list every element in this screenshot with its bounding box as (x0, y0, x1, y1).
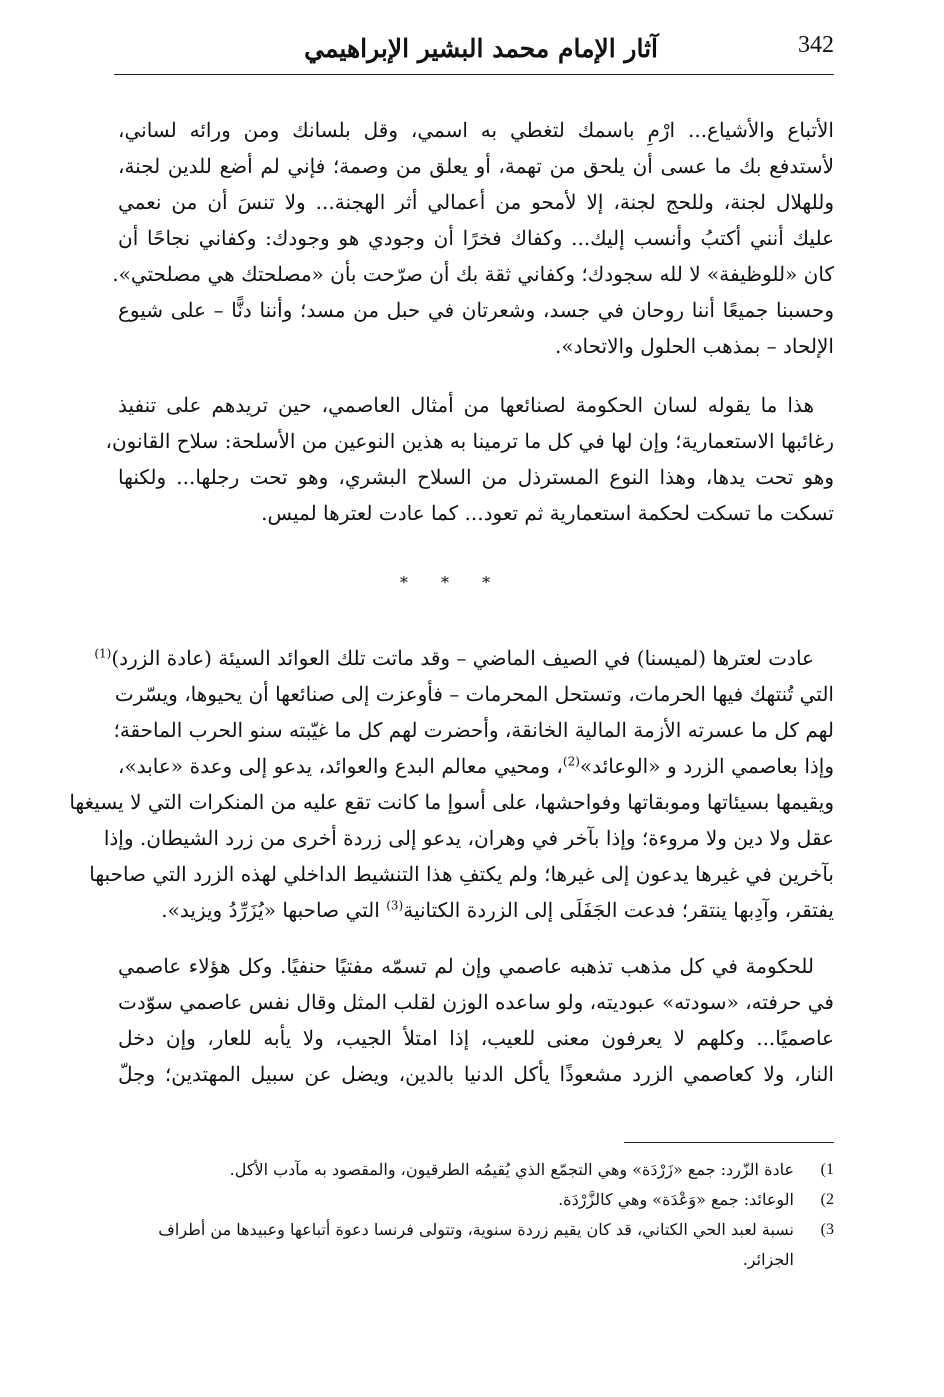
line-text: ، ومحيي معالم البدع والعوائد، يدعو إلى وعدة «عابد»، (118, 754, 563, 778)
footnote-ref-1: (1) (94, 646, 112, 661)
text-line: الإلحاد – بمذهب الحلول والاتحاد». (555, 334, 834, 358)
footnote-number: 3) (820, 1221, 834, 1238)
footnote-number: 2) (820, 1191, 834, 1208)
text-line: عاصميًا... وكلهم لا يعرفون معنى للعيب، إذا امتلأ الجيب، ولا يأبه للعار، وإن دخل (118, 1026, 834, 1050)
footnote-ref-2: (2) (562, 754, 580, 769)
text-line: للحكومة في كل مذهب تذهبه عاصمي وإن لم تسمّه مفتيًا حنفيًا. وكل هؤلاء عاصمي (118, 954, 814, 978)
text-line: رغائبها الاستعمارية؛ وإن لها في كل ما ترمينا به هذين النوعين من الأسلحة: سلاح القانون، (105, 429, 834, 453)
text-line: بآخرين في غيرها يدعون إلى غيرها؛ ولم يكتفِ هذا التنشيط الداخلي لهذه الزرد التي صاحبها (89, 862, 834, 886)
footnote-1 (118, 1156, 834, 1184)
text-line (118, 748, 834, 784)
footnote-rule (624, 1142, 834, 1143)
text-line (94, 640, 834, 676)
text-line: النار، ولا كعاصمي الزرد مشعوذًا يأكل الدنيا بالدين، ويضل عن سبيل المهتدين؛ وجلّ (118, 1062, 834, 1086)
text-line: التي تُنتهك فيها الحرمات، وتستحل المحرمات – فأوعزت إلى صنائعها أن يحيوها، ويسّرت (114, 682, 834, 706)
page-header (114, 30, 834, 76)
text-line: هذا ما يقوله لسان الحكومة لصنائعها من أمثال العاصمي، حين تريدهم على تنفيذ (118, 393, 814, 417)
section-separator: * * * (399, 573, 505, 592)
text-line: في حرفته، «سودته» عبوديته، ولو ساعده الوزن لقلب المثل وقال نفس عاصمي سوّدت (118, 990, 834, 1014)
page-number: 342 (798, 32, 834, 58)
text-line: وحسبنا جميعًا أننا روحان في جسد، وشعرتان في حبل من مسد؛ وأننا دنًّا – على شيوع (118, 298, 834, 322)
text-line: ويقيمها بسيئاتها وموبقاتها وفواحشها، على أسوإ ما كانت تقع عليه من المنكرات التي لا يسيغها (69, 790, 834, 814)
line-text: التي صاحبها «يُزَرِّدُ ويزيد». (161, 898, 387, 922)
footnote-2 (118, 1186, 834, 1214)
running-title: آثار الإمام محمد البشير الإبراهيمي (304, 34, 658, 63)
footnote-text: عادة الزّرد: جمع «زَرْدَة» وهي التجمّع الذي يُقيمُه الطرقيون، والمقصود به مآدب الأكل. (229, 1160, 794, 1179)
footnote-number: 1) (820, 1161, 834, 1178)
line-text: وإذا بعاصمي الزرد و «الوعائد» (579, 754, 834, 778)
line-text: عادت لعترها (لميسنا) في الصيف الماضي – وقد ماتت تلك العوائد السيئة (عادة الزرد) (111, 646, 814, 670)
line-text: يفتقر، وآدِبها ينتقر؛ فدعت الجَفَلَى إلى الزردة الكتانية (403, 898, 834, 922)
header-rule (114, 74, 834, 75)
text-line: وهو تحت يدها، وهذا النوع المسترذل من السلاح البشري، وهو تحت رجلها... ولكنها (118, 465, 834, 489)
text-line: لهم كل ما عسرته الأزمة المالية الخانقة، وأحضرت لهم كل ما غيّبته سنو الحرب الماحقة؛ (113, 718, 834, 742)
footnote-ref-3: (3) (386, 898, 404, 913)
footnote-text-continued: الجزائر. (742, 1250, 794, 1269)
text-line: الأتباع والأشياع... ارْمِ باسمك لتغطي به اسمي، وقل بلسانك ومن ورائه لساني، (118, 118, 834, 142)
footnote-3 (118, 1216, 834, 1276)
footnote-text: نسبة لعبد الحي الكتاني، قد كان يقيم زردة سنوية، وتتولى فرنسا دعوة أتباعها وعبيدها من أطراف (158, 1220, 794, 1239)
text-line: عقل ولا دين ولا مروءة؛ وإذا بآخر في وهران، يدعو إلى زردة أخرى من زرد الشيطان. وإذا (103, 826, 834, 850)
text-line: عليك أنني أكتبُ وأنسب إليك... وكفاك فخرًا أن وجودي هو وجودك: وكفاني نجاحًا أن (118, 226, 834, 250)
text-line: تسكت ما تسكت لحكمة استعمارية ثم تعود... كما عادت لعترها لميس. (261, 501, 834, 525)
text-line (118, 892, 834, 928)
text-line: كان «للوظيفة» لا لله سجودك؛ وكفاني ثقة بك أن صرّحت بأن «مصلحتك هي مصلحتي». (112, 262, 834, 286)
text-line: وللهلال لجنة، وللحج لجنة، إلا لأمحو من أعمالي أثر الهجنة... ولا تنسَ أن من نعمي (118, 190, 834, 214)
footnote-text: الوعائد: جمع «وَعْدَة» وهي كالزَّرْدَة. (558, 1190, 794, 1209)
text-line: لأستدفع بك ما عسى أن يلحق من تهمة، أو يعلق من وصمة؛ فإني لم أضع للدين لجنة، (118, 154, 834, 178)
